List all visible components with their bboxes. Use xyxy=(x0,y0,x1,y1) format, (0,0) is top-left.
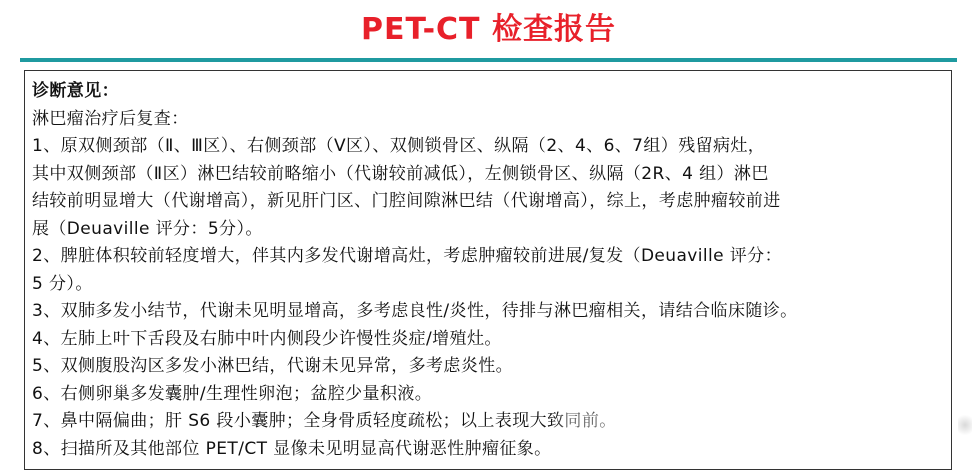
finding-1-line-2: 其中双侧颈部（Ⅱ区）淋巴结较前略缩小（代谢较前减低），左侧锁骨区、纵隔（2R、4 组）淋巴 xyxy=(32,163,769,184)
finding-1-line-4: 展（Deuaville 评分：5分）。 xyxy=(32,218,263,239)
finding-4: 4、左肺上叶下舌段及右肺中叶内侧段少许慢性炎症/增殖灶。 xyxy=(32,328,502,349)
image-blur-artifact xyxy=(560,408,760,442)
finding-8: 8、扫描所及其他部位 PET/CT 显像未见明显高代谢恶性肿瘤征象。 xyxy=(32,438,552,459)
finding-3: 3、双肺多发小结节，代谢未见明显增高，多考虑良性/炎性，待排与淋巴瘤相关，请结合临床随诊。 xyxy=(32,301,798,321)
diagnosis-panel xyxy=(24,70,952,470)
finding-7: 7、鼻中隔偏曲；肝 S6 段小囊肿；全身骨质轻度疏松；以上表现大致同前。 xyxy=(32,411,617,431)
report-title: PET-CT 检查报告 xyxy=(361,12,616,47)
finding-2-line-2: 5 分）。 xyxy=(32,273,93,294)
finding-2-line-1: 2、脾脏体积较前轻度增大，伴其内多发代谢增高灶，考虑肿瘤较前进展/复发（Deuaville 评分： xyxy=(32,246,782,266)
finding-1-line-1: 1、原双侧颈部（Ⅱ、Ⅲ区）、右侧颈部（Ⅴ区）、双侧锁骨区、纵隔（2、4、6、7组）残留病灶， xyxy=(32,136,766,156)
finding-1-line-3: 结较前明显增大（代谢增高），新见肝门区、门腔间隙淋巴结（代谢增高），综上，考虑肿瘤较前进 xyxy=(32,191,781,211)
edge-artifact xyxy=(958,412,972,438)
diagnosis-heading: 诊断意见： xyxy=(32,81,119,101)
diagnosis-intro: 淋巴瘤治疗后复查： xyxy=(32,108,189,129)
finding-6: 6、右侧卵巢多发囊肿/生理性卵泡；盆腔少量积液。 xyxy=(32,383,433,404)
title-divider xyxy=(20,58,957,62)
finding-5: 5、双侧腹股沟区多发小淋巴结，代谢未见异常，多考虑炎性。 xyxy=(32,356,514,376)
